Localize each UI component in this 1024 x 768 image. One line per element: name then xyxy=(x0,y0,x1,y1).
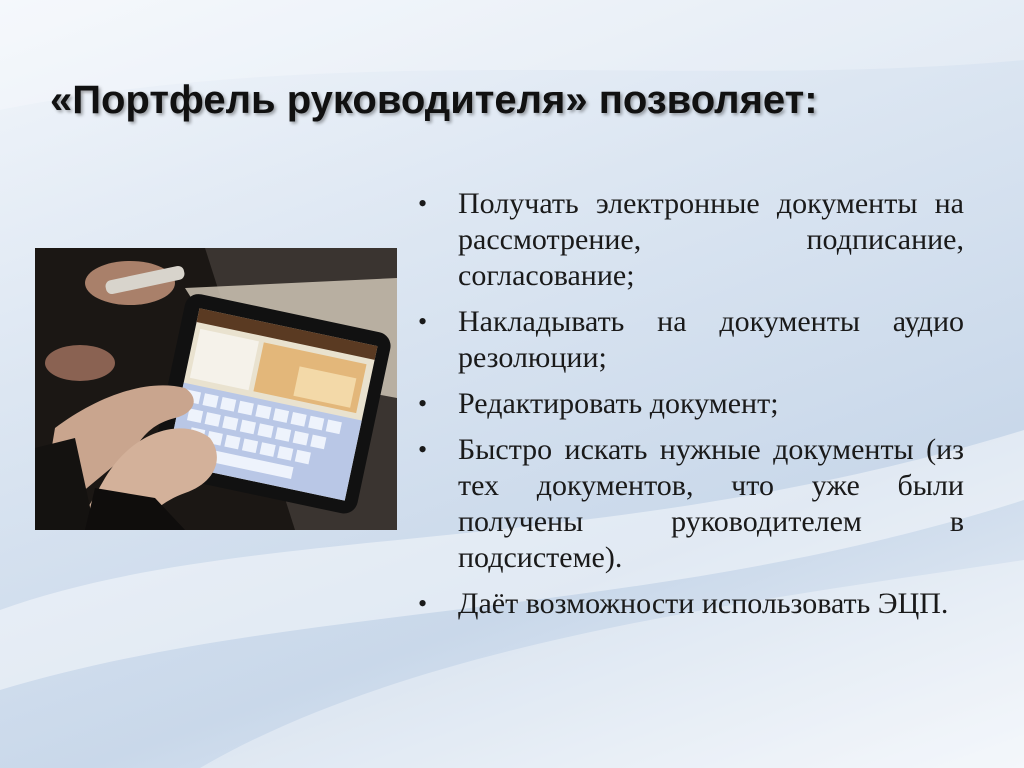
bullet-item xyxy=(418,386,964,422)
slide-title: «Портфель руководителя» позволяет: xyxy=(50,78,818,122)
bullet-list xyxy=(418,186,964,632)
bullet-text: Быстро искать нужные документы (из тех документов, что уже были получены руководителем в подсистеме). xyxy=(458,433,964,574)
bullet-dot: • xyxy=(418,389,428,418)
bullet-item xyxy=(418,586,964,622)
bullet-dot: • xyxy=(418,189,428,218)
bullet-text: Получать электронные документы на рассмотрение, подписание, согласование; xyxy=(458,187,964,292)
bullet-text: Редактировать документ; xyxy=(458,387,779,420)
bullet-item xyxy=(418,186,964,294)
bullet-text: Накладывать на документы аудио резолюции; xyxy=(458,305,964,374)
bullet-dot: • xyxy=(418,589,428,618)
tablet-photo xyxy=(35,248,397,530)
bullet-item xyxy=(418,304,964,376)
bullet-dot: • xyxy=(418,307,428,336)
bullet-text: Даёт возможности использовать ЭЦП. xyxy=(458,587,949,620)
bullet-dot: • xyxy=(418,435,428,464)
bullet-item xyxy=(418,432,964,576)
